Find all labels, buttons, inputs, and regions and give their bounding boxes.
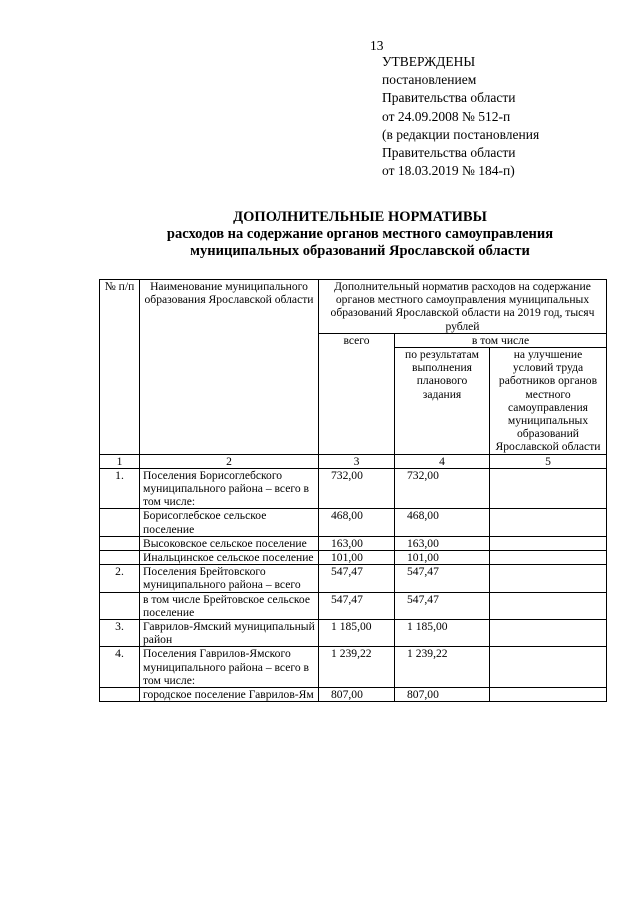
- row-improvement: [490, 468, 607, 509]
- row-results: 468,00: [395, 509, 490, 536]
- table-row: [100, 536, 607, 550]
- row-name: Борисоглебское сельское поселение: [140, 509, 319, 536]
- row-number: [100, 688, 140, 702]
- approval-line: от 18.03.2019 № 184-п): [382, 163, 515, 179]
- header-num: № п/п: [100, 280, 140, 455]
- approval-line: от 24.09.2008 № 512-п: [382, 108, 511, 124]
- row-name: городское поселение Гаврилов-Ям: [140, 688, 319, 702]
- row-results: 807,00: [395, 688, 490, 702]
- row-total: 547,47: [319, 565, 395, 592]
- header-norm: Дополнительный норматив расходов на содержание органов местного самоуправления муниципальных образований Ярославской области на 2019 год, тысяч рублей: [319, 280, 607, 334]
- header-row: [100, 280, 607, 334]
- row-name: Поселения Брейтовского муниципального района – всего: [140, 565, 319, 592]
- row-results: 101,00: [395, 551, 490, 565]
- column-number-row: [100, 454, 607, 468]
- table-row: [100, 647, 607, 688]
- row-number: 2.: [100, 565, 140, 592]
- table-row: [100, 592, 607, 619]
- row-results: 1 239,22: [395, 647, 490, 688]
- row-name: Высоковское сельское поселение: [140, 536, 319, 550]
- row-total: 1 185,00: [319, 620, 395, 647]
- table-row: [100, 565, 607, 592]
- row-total: 807,00: [319, 688, 395, 702]
- header-name: Наименование муниципального образования Ярославской области: [140, 280, 319, 455]
- header-including: в том числе: [395, 333, 607, 347]
- row-total: 547,47: [319, 592, 395, 619]
- row-name: в том числе Брейтовское сельское поселение: [140, 592, 319, 619]
- row-number: [100, 551, 140, 565]
- page-number: 13: [370, 38, 384, 53]
- column-number: 3: [319, 454, 395, 468]
- title-line: муниципальных образований Ярославской области: [190, 243, 530, 259]
- title-line: расходов на содержание органов местного самоуправления: [166, 226, 554, 242]
- approval-block: [382, 53, 539, 180]
- approval-line: постановлением: [382, 72, 477, 88]
- row-improvement: [490, 620, 607, 647]
- row-improvement: [490, 688, 607, 702]
- row-total: 163,00: [319, 536, 395, 550]
- row-improvement: [490, 509, 607, 536]
- column-number: 5: [490, 454, 607, 468]
- row-improvement: [490, 647, 607, 688]
- approval-line: Правительства области: [382, 90, 516, 106]
- row-total: 1 239,22: [319, 647, 395, 688]
- row-number: 3.: [100, 620, 140, 647]
- table-row: [100, 509, 607, 536]
- row-results: 547,47: [395, 592, 490, 619]
- row-number: 4.: [100, 647, 140, 688]
- row-number: [100, 536, 140, 550]
- approval-line: Правительства области: [382, 145, 516, 161]
- column-number: 4: [395, 454, 490, 468]
- row-name: Гаврилов-Ямский муниципальный район: [140, 620, 319, 647]
- row-improvement: [490, 536, 607, 550]
- title-line: ДОПОЛНИТЕЛЬНЫЕ НОРМАТИВЫ: [233, 209, 487, 225]
- row-name: Инальцинское сельское поселение: [140, 551, 319, 565]
- table-row: [100, 468, 607, 509]
- row-results: 163,00: [395, 536, 490, 550]
- document-title: [0, 209, 640, 260]
- row-number: [100, 509, 140, 536]
- norms-table: [99, 279, 607, 702]
- table-row: [100, 620, 607, 647]
- row-results: 547,47: [395, 565, 490, 592]
- header-improvement: на улучшение условий труда работников органов местного самоуправления муниципальных образований Ярославской области: [490, 348, 607, 455]
- row-improvement: [490, 565, 607, 592]
- table-row: [100, 688, 607, 702]
- header-by-results: по результатам выполнения планового задания: [395, 348, 490, 455]
- approval-line: УТВЕРЖДЕНЫ: [382, 54, 476, 69]
- row-improvement: [490, 592, 607, 619]
- column-number: 1: [100, 454, 140, 468]
- column-number: 2: [140, 454, 319, 468]
- row-total: 101,00: [319, 551, 395, 565]
- row-name: Поселения Гаврилов-Ямского муниципального района – всего в том числе:: [140, 647, 319, 688]
- row-name: Поселения Борисоглебского муниципального района – всего в том числе:: [140, 468, 319, 509]
- row-results: 732,00: [395, 468, 490, 509]
- row-results: 1 185,00: [395, 620, 490, 647]
- row-number: 1.: [100, 468, 140, 509]
- row-total: 468,00: [319, 509, 395, 536]
- row-improvement: [490, 551, 607, 565]
- header-total: всего: [319, 333, 395, 454]
- row-total: 732,00: [319, 468, 395, 509]
- approval-line: (в редакции постановления: [382, 126, 540, 142]
- table-row: [100, 551, 607, 565]
- row-number: [100, 592, 140, 619]
